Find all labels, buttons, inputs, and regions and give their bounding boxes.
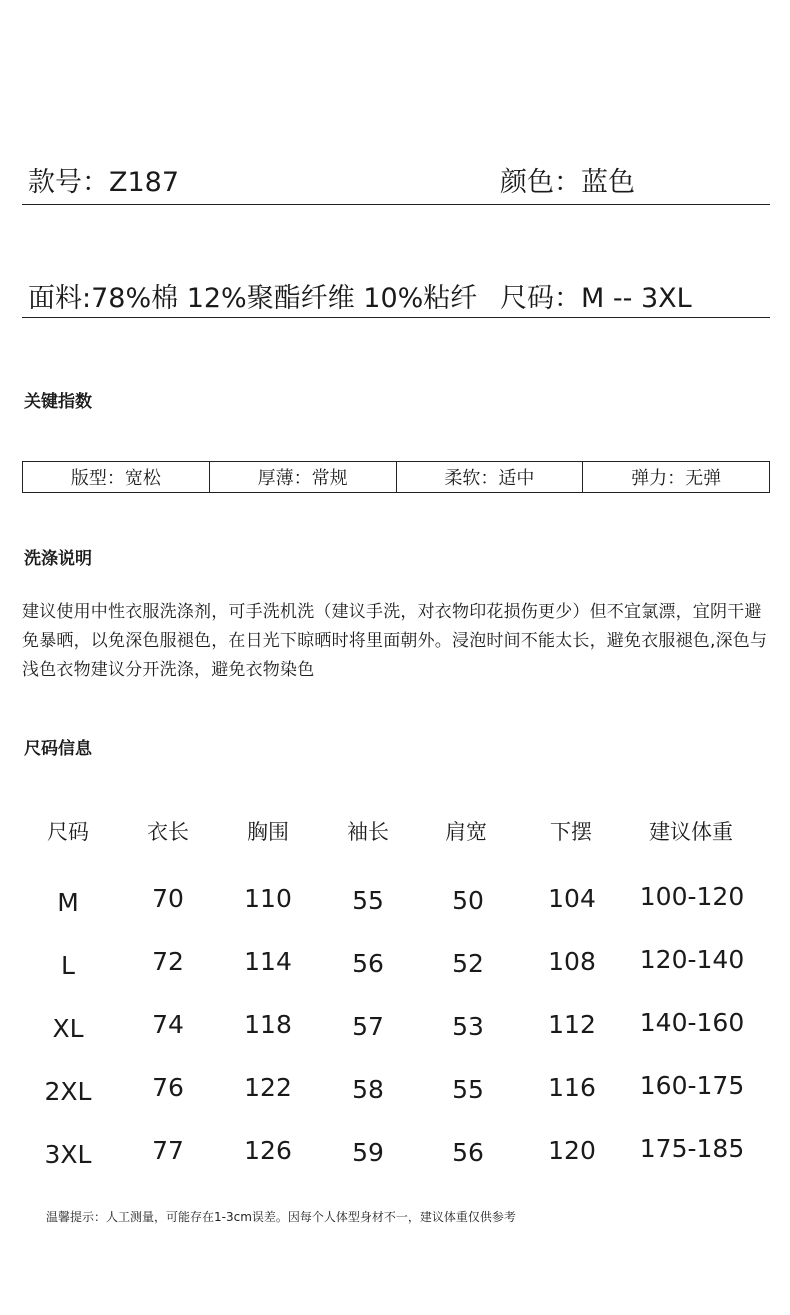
- style-number: 款号：Z187: [28, 167, 180, 198]
- cell-weight: 160-175: [639, 1071, 745, 1100]
- column-header: 衣长: [147, 820, 189, 844]
- size-info-title: 尺码信息: [24, 739, 92, 759]
- column-header: 肩宽: [445, 820, 487, 844]
- cell-sleeve: 56: [352, 949, 384, 978]
- cell-weight: 140-160: [639, 1008, 745, 1037]
- table-row: [20, 1010, 780, 1073]
- washing-title: 洗涤说明: [24, 549, 92, 569]
- cell-sleeve: 55: [352, 886, 384, 915]
- cell-length: 77: [152, 1136, 184, 1165]
- color-label: 颜色：蓝色: [500, 167, 635, 198]
- cell-size: L: [61, 951, 75, 980]
- cell-chest: 118: [244, 1010, 292, 1039]
- cell-weight: 175-185: [639, 1134, 745, 1163]
- table-row: [20, 947, 780, 1010]
- cell-chest: 110: [244, 884, 292, 913]
- cell-size: M: [57, 888, 79, 917]
- measurement-note: 温馨提示：人工测量，可能存在1-3cm误差。因每个人体型身材不一，建议体重仅供参考: [46, 1210, 516, 1224]
- table-header-row: [20, 800, 780, 863]
- cell-shoulder: 55: [452, 1075, 484, 1104]
- cell-shoulder: 50: [452, 886, 484, 915]
- size-range: 尺码：M -- 3XL: [500, 283, 692, 314]
- cell-weight: 100-120: [639, 882, 745, 911]
- cell-chest: 126: [244, 1136, 292, 1165]
- cell-shoulder: 53: [452, 1012, 484, 1041]
- cell-sleeve: 59: [352, 1138, 384, 1167]
- cell-length: 72: [152, 947, 184, 976]
- fabric-composition: 面料:78%棉 12%聚酯纤维 10%粘纤: [28, 283, 478, 314]
- column-header: 建议体重: [649, 820, 733, 844]
- divider: [22, 317, 770, 318]
- cell-sleeve: 57: [352, 1012, 384, 1041]
- table-row: [20, 1073, 780, 1136]
- cell-size: 2XL: [44, 1077, 92, 1106]
- cell-hem: 120: [548, 1136, 596, 1165]
- cell-hem: 116: [548, 1073, 596, 1102]
- column-header: 尺码: [47, 820, 89, 844]
- cell-shoulder: 52: [452, 949, 484, 978]
- cell-chest: 122: [244, 1073, 292, 1102]
- cell-length: 70: [152, 884, 184, 913]
- size-table: [20, 800, 780, 1199]
- washing-text: 建议使用中性衣服洗涤剂，可手洗机洗（建议手洗，对衣物印花损伤更少）但不宜氯漂，宜阴干避免暴晒，以免深色服褪色，在日光下晾晒时将里面朝外。浸泡时间不能太长，避免衣服褪色,深色与浅色衣物建议分开洗涤，避免衣物染色: [22, 602, 768, 680]
- index-elasticity: 弹力：无弹: [631, 468, 722, 489]
- cell-size: XL: [52, 1014, 84, 1043]
- index-fit: 版型：宽松: [23, 462, 210, 492]
- cell-hem: 104: [548, 884, 596, 913]
- cell-length: 76: [152, 1073, 184, 1102]
- cell-hem: 112: [548, 1010, 596, 1039]
- table-row: [20, 884, 780, 947]
- column-header: 下摆: [550, 820, 592, 844]
- cell-hem: 108: [548, 947, 596, 976]
- cell-chest: 114: [244, 947, 292, 976]
- column-header: 袖长: [347, 820, 389, 844]
- key-index-table: [22, 461, 770, 493]
- index-softness: 柔软：适中: [397, 462, 584, 492]
- cell-sleeve: 58: [352, 1075, 384, 1104]
- key-index-title: 关键指数: [24, 392, 92, 412]
- cell-shoulder: 56: [452, 1138, 484, 1167]
- table-row: [20, 1136, 780, 1199]
- column-header: 胸围: [247, 820, 289, 844]
- cell-length: 74: [152, 1010, 184, 1039]
- cell-size: 3XL: [44, 1140, 92, 1169]
- divider: [22, 204, 770, 205]
- cell-weight: 120-140: [639, 945, 745, 974]
- index-thickness: 厚薄：常规: [210, 462, 397, 492]
